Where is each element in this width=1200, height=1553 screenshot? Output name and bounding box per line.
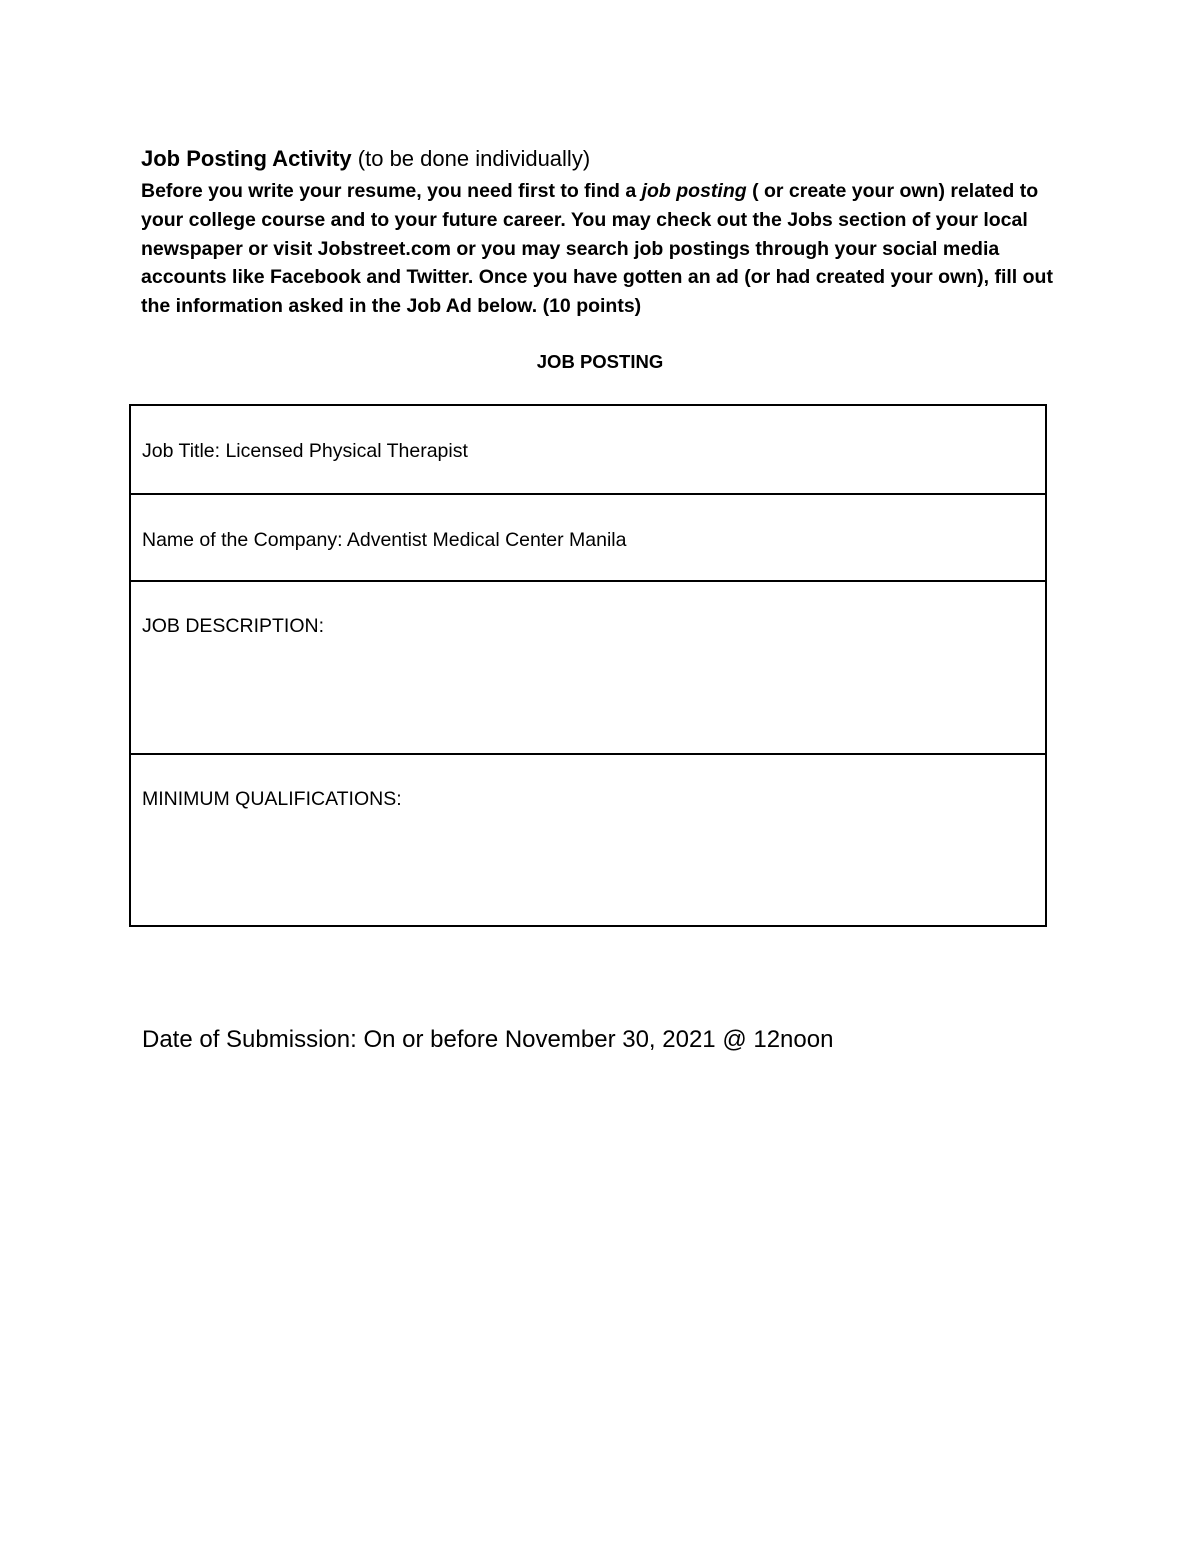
- instructions-points: (10 points): [542, 295, 642, 318]
- instructions-emphasis: job posting: [641, 180, 747, 202]
- job-description-label: JOB DESCRIPTION:: [142, 615, 325, 637]
- minimum-qualifications-row: [131, 755, 1045, 925]
- submission-date: Date of Submission: On or before November 30, 2021 @ 12noon: [142, 1026, 834, 1053]
- company-name-field: Name of the Company: Adventist Medical Center Manila: [142, 529, 627, 551]
- job-title-field: Job Title: Licensed Physical Therapist: [142, 440, 468, 462]
- activity-instructions: [141, 177, 1071, 321]
- instructions-part-1: Before you write your resume, you need first to find a: [141, 180, 642, 202]
- activity-heading: [141, 144, 1061, 174]
- activity-subtitle: (to be done individually): [357, 146, 591, 171]
- activity-title: Job Posting Activity: [141, 146, 352, 171]
- job-posting-title: JOB POSTING: [536, 351, 664, 372]
- minimum-qualifications-label: MINIMUM QUALIFICATIONS:: [142, 788, 402, 810]
- company-row: [131, 495, 1045, 582]
- job-posting-table: [129, 404, 1047, 927]
- instructions-part-2: ( or create your own) related to your college course and to your future career. You may check out the Jobs section of your local newspaper or visit Jobstreet.com or you may search job postings through your social media accounts like Facebook and Twitter. Once you have gotten an ad (or had created your own), fill out the information asked in the Job Ad below.: [141, 180, 1053, 318]
- job-description-row: [131, 582, 1045, 755]
- job-title-row: [131, 406, 1045, 495]
